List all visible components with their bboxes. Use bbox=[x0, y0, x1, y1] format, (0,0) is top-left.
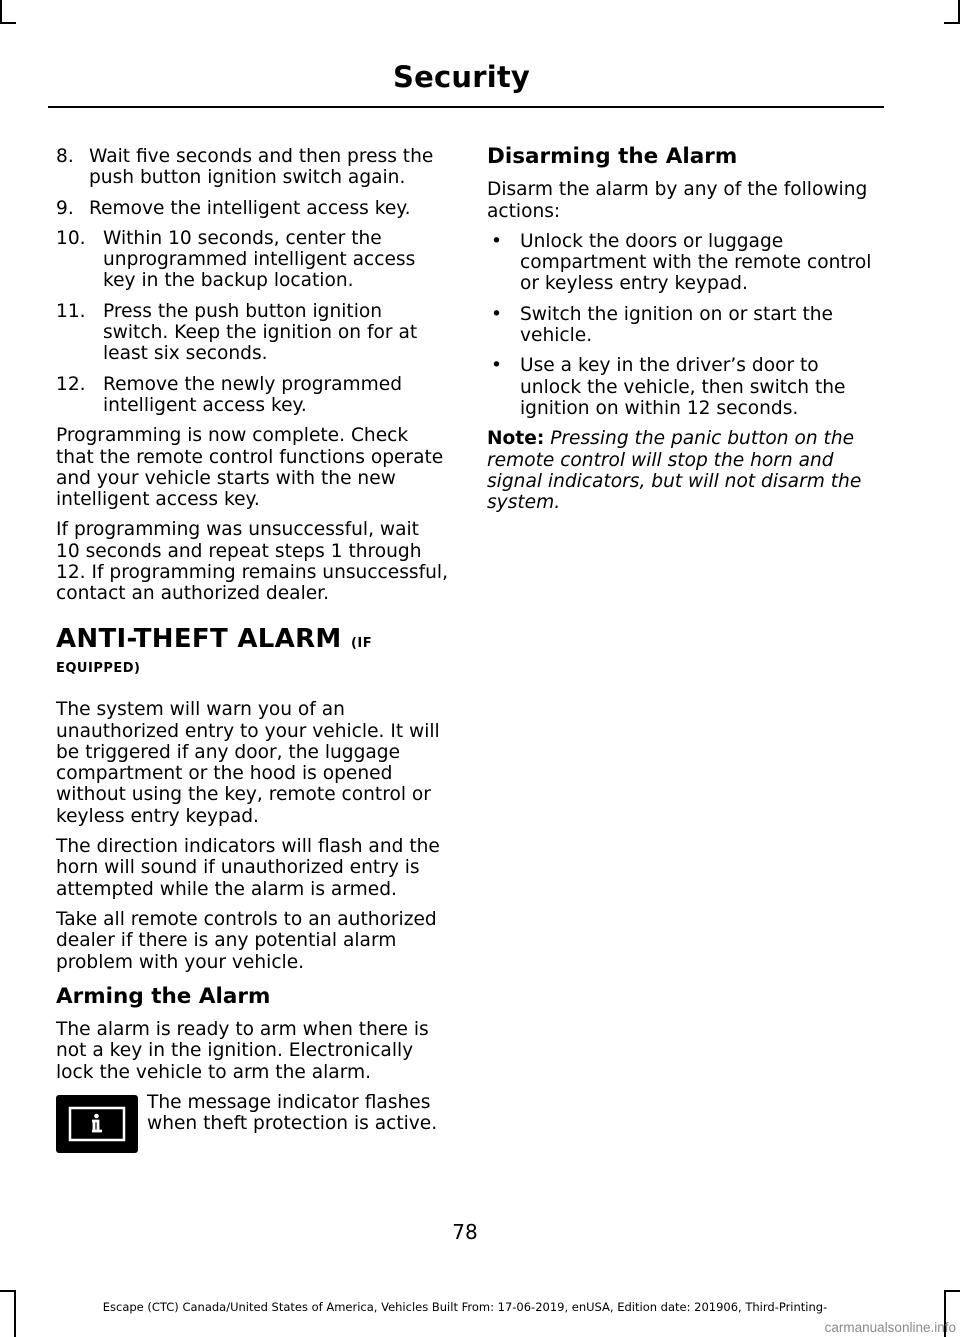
step-text: Remove the intelligent access key. bbox=[89, 197, 411, 219]
page-number: 78 bbox=[452, 1220, 478, 1244]
bullet-marker: • bbox=[491, 355, 502, 377]
step-item bbox=[56, 301, 448, 365]
list-item-text: Use a key in the driver’s door to unlock the vehicle, then switch the ignition on within 12 seconds. bbox=[520, 355, 846, 419]
crop-mark bbox=[0, 22, 16, 24]
heading-suffix: (IF EQUIPPED) bbox=[56, 635, 373, 676]
list-item bbox=[487, 304, 881, 347]
crop-mark bbox=[0, 1290, 14, 1292]
arming-alarm-text: The alarm is ready to arm when there is not a key in the ignition. Electronically lock the vehicle to arm the alarm. bbox=[56, 1019, 429, 1083]
footer-edition-line: Escape (CTC) Canada/United States of America, Vehicles Built From: 17-06-2019, enUSA, Edition date: 201906, Third-Printing- bbox=[102, 1300, 828, 1314]
alarm-description-text: The system will warn you of an unauthorized entry to your vehicle. It will be triggered if any door, the luggage compartment or the hood is opened without using the key, remote control or keyless entry keypad. bbox=[56, 699, 440, 827]
anti-theft-alarm-heading bbox=[56, 623, 448, 680]
information-icon bbox=[56, 1095, 138, 1153]
left-column bbox=[56, 146, 448, 1153]
programming-complete-text: Programming is now complete. Check that the remote control functions operate and your vehicle starts with the new intelligent access key. bbox=[56, 425, 444, 511]
step-number: 8. bbox=[56, 146, 74, 167]
step-item bbox=[56, 228, 448, 292]
step-text: Press the push button ignition switch. Keep the ignition on for at least six seconds. bbox=[103, 300, 418, 365]
bullet-marker: • bbox=[491, 303, 502, 325]
crop-mark bbox=[946, 1290, 960, 1292]
list-item-text: Switch the ignition on or start the vehicle. bbox=[520, 303, 833, 347]
message-indicator-row bbox=[56, 1092, 448, 1153]
step-number: 11. bbox=[56, 300, 86, 322]
disarming-intro-text: Disarm the alarm by any of the following actions: bbox=[487, 179, 868, 222]
crop-mark bbox=[944, 22, 960, 24]
step-number: 10. bbox=[56, 227, 86, 249]
step-text: Within 10 seconds, center the unprogrammed intelligent access key in the backup location. bbox=[103, 227, 416, 292]
note-text: Pressing the panic button on the remote control will stop the horn and signal indicators, but will not disarm the system. bbox=[487, 428, 862, 514]
bullet-marker: • bbox=[491, 230, 502, 252]
page-header-title: Security bbox=[393, 60, 530, 94]
programming-unsuccessful-text: If programming was unsuccessful, wait 10 seconds and repeat steps 1 through 12. If programming remains unsuccessful, contact an authorized dealer. bbox=[56, 519, 449, 605]
step-item bbox=[56, 198, 448, 219]
header-divider bbox=[48, 106, 884, 108]
step-number: 12. bbox=[56, 373, 86, 395]
list-item-text: Unlock the doors or luggage compartment with the remote control or keyless entry keypad. bbox=[520, 230, 872, 295]
note bbox=[487, 428, 881, 513]
step-item bbox=[56, 374, 448, 417]
step-text: Remove the newly programmed intelligent access key. bbox=[103, 373, 403, 416]
step-text: Wait five seconds and then press the push button ignition switch again. bbox=[89, 146, 434, 189]
step-item bbox=[56, 146, 448, 189]
right-column bbox=[487, 146, 881, 522]
step-number: 9. bbox=[56, 197, 74, 219]
disarming-alarm-heading: Disarming the Alarm bbox=[487, 144, 738, 169]
note-label: Note: bbox=[487, 428, 545, 450]
watermark[interactable]: carmanualsonline.info bbox=[824, 1320, 956, 1335]
message-indicator-text: The message indicator flashes when theft protection is active. bbox=[147, 1091, 438, 1135]
alarm-dealer-text: Take all remote controls to an authorized dealer if there is any potential alarm problem with your vehicle. bbox=[56, 908, 437, 973]
alarm-indicators-text: The direction indicators will flash and the horn will sound if unauthorized entry is attempted while the alarm is armed. bbox=[56, 836, 440, 900]
heading-text: ANTI-THEFT ALARM bbox=[56, 623, 342, 654]
list-item bbox=[487, 231, 881, 295]
list-item bbox=[487, 355, 881, 419]
arming-alarm-heading: Arming the Alarm bbox=[56, 983, 271, 1009]
crop-mark bbox=[0, 0, 2, 24]
